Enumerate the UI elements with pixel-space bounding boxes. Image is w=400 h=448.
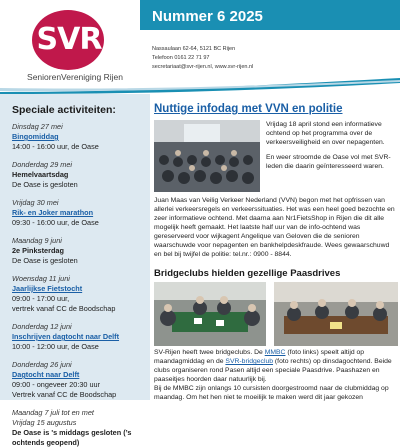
event-item [12, 122, 142, 152]
logo-text: SVR [36, 22, 102, 57]
event-info: Vertrek vanaf CC de Boodschap [12, 390, 117, 399]
event-date: Dinsdag 27 mei [12, 122, 63, 131]
event-info: vertrek vanaf CC de Boodschap [12, 304, 116, 313]
event-item [12, 408, 142, 448]
event-info: 14:00 - 16:00 uur, de Oase [12, 142, 99, 151]
event-item [12, 160, 142, 190]
event-date: Maandag 7 juli tot en met [12, 408, 94, 417]
event-item [12, 322, 142, 352]
event-date: Donderdag 12 juni [12, 322, 72, 331]
logo-subtitle: SeniorenVereniging Rijen [27, 72, 123, 82]
header-swoosh [0, 78, 400, 94]
article2-text-b: (foto links) speelt altijd op maandagmiddag en de [154, 349, 365, 365]
mmbc-link[interactable]: MMBC [264, 349, 286, 356]
event-link-bingomiddag[interactable]: Bingomiddag [12, 132, 59, 141]
event-link-fietstocht[interactable]: Jaarlijkse Fietstocht [12, 284, 83, 293]
svr-bridgeclub-photo [274, 282, 398, 346]
event-info: De Oase is gesloten [12, 180, 78, 189]
event-date: Donderdag 29 mei [12, 160, 73, 169]
article1-title[interactable]: Nuttige infodag met VVN en politie [154, 103, 343, 115]
event-name: Hemelvaartsdag [12, 170, 69, 179]
event-info: 10:00 - 12:00 uur, de Oase [12, 342, 99, 351]
contact-block [152, 45, 253, 72]
event-link-rik-joker[interactable]: Rik- en Joker marathon [12, 208, 94, 217]
article2-body [154, 348, 398, 402]
event-info: 09:00 - ongeveer 20:30 uur [12, 380, 101, 389]
sidebar-title: Speciale activiteiten: [12, 104, 116, 116]
article2-text-d: Bij de MMBC zijn onlangs 10 cursisten doorgestroomd naar de clubmiddag op maandag. Om het hen niet te moeilijk te maken werd dit jaar gekozen [154, 385, 389, 401]
address-line: Nassaulaan 62-64, 5121 BC Rijen [152, 46, 236, 52]
event-info: 09:30 - 16:00 uur, de Oase [12, 218, 99, 227]
article2-text-c: (foto rechts) op dinsdagochtend. Beide clubs organiseren rond Pasen altijd een speciale Paasdrive. Paashazen en paaseitjes hoorden daar natuurlijk bij. [154, 358, 392, 383]
article1-body: Juan Maas van Veilig Verkeer Nederland (VVN) begon met het opfrissen van allerlei verkeersregels en verkeerssituaties. Het was een heel goed bezochte en zeer informatieve ochtend. Met daarna aan Nr1FietsShop in Rijen die dit alle mogelijk heeft gemaakt. Het laatste half uur van de info-ochtend was gereserveerd voor wijkagent Angelique van Geloven die de senioren waarschuwde voor nepagenten en bankhelpdeskfraude. Wees gewaarschuwd en bel bij twijfel de politie: tel.nr.: 0900 - 8844. [154, 197, 395, 258]
event-date-end: Vrijdag 15 augustus [12, 418, 77, 427]
svr-logo [14, 8, 136, 88]
article2-title: Bridgeclubs hielden gezellige Paasdrives [154, 268, 341, 279]
article1-para2: En weer stroomde de Oase vol met SVR-leden die daarin geïnteresseerd waren. [266, 154, 391, 170]
infodag-photo [154, 120, 260, 192]
phone-line: Telefoon 0161 22 71 97 [152, 55, 210, 61]
article1-intro-text: Vrijdag 18 april stond een informatieve ochtend op het programma over de verkeersveiligheid en over nepagenten. [266, 121, 385, 146]
event-link-inschrijven-delft[interactable]: Inschrijven dagtocht naar Delft [12, 332, 120, 341]
article2-text-a: SV-Rijen heeft twee bridgeclubs. De [154, 349, 265, 356]
svr-bridgeclub-link[interactable]: SVR-bridgeclub [225, 358, 274, 365]
event-item [12, 198, 142, 228]
event-item [12, 274, 142, 314]
event-name: 2e Pinksterdag [12, 246, 64, 255]
mmbc-bridge-photo [154, 282, 266, 346]
event-note: De Oase is 's middags gesloten (’s ochtends geopend) [12, 428, 132, 447]
event-date: Donderdag 26 juni [12, 360, 72, 369]
event-date: Woensdag 11 juni [12, 274, 70, 283]
activities-sidebar [0, 94, 150, 447]
event-link-dagtocht-delft[interactable]: Dagtocht naar Delft [12, 370, 80, 379]
email-web-line: secretariaat@svr-rijen.nl, www.svr-rijen.nl [152, 64, 254, 70]
event-item [12, 236, 142, 266]
issue-number: Nummer 6 2025 [152, 8, 263, 25]
event-date: Maandag 9 juni [12, 236, 62, 245]
article1-intro [266, 120, 398, 171]
event-info: De Oase is gesloten [12, 256, 78, 265]
event-date: Vrijdag 30 mei [12, 198, 59, 207]
newsletter-header [0, 0, 400, 92]
event-info: 09:00 - 17:00 uur, [12, 294, 70, 303]
event-item [12, 360, 142, 400]
